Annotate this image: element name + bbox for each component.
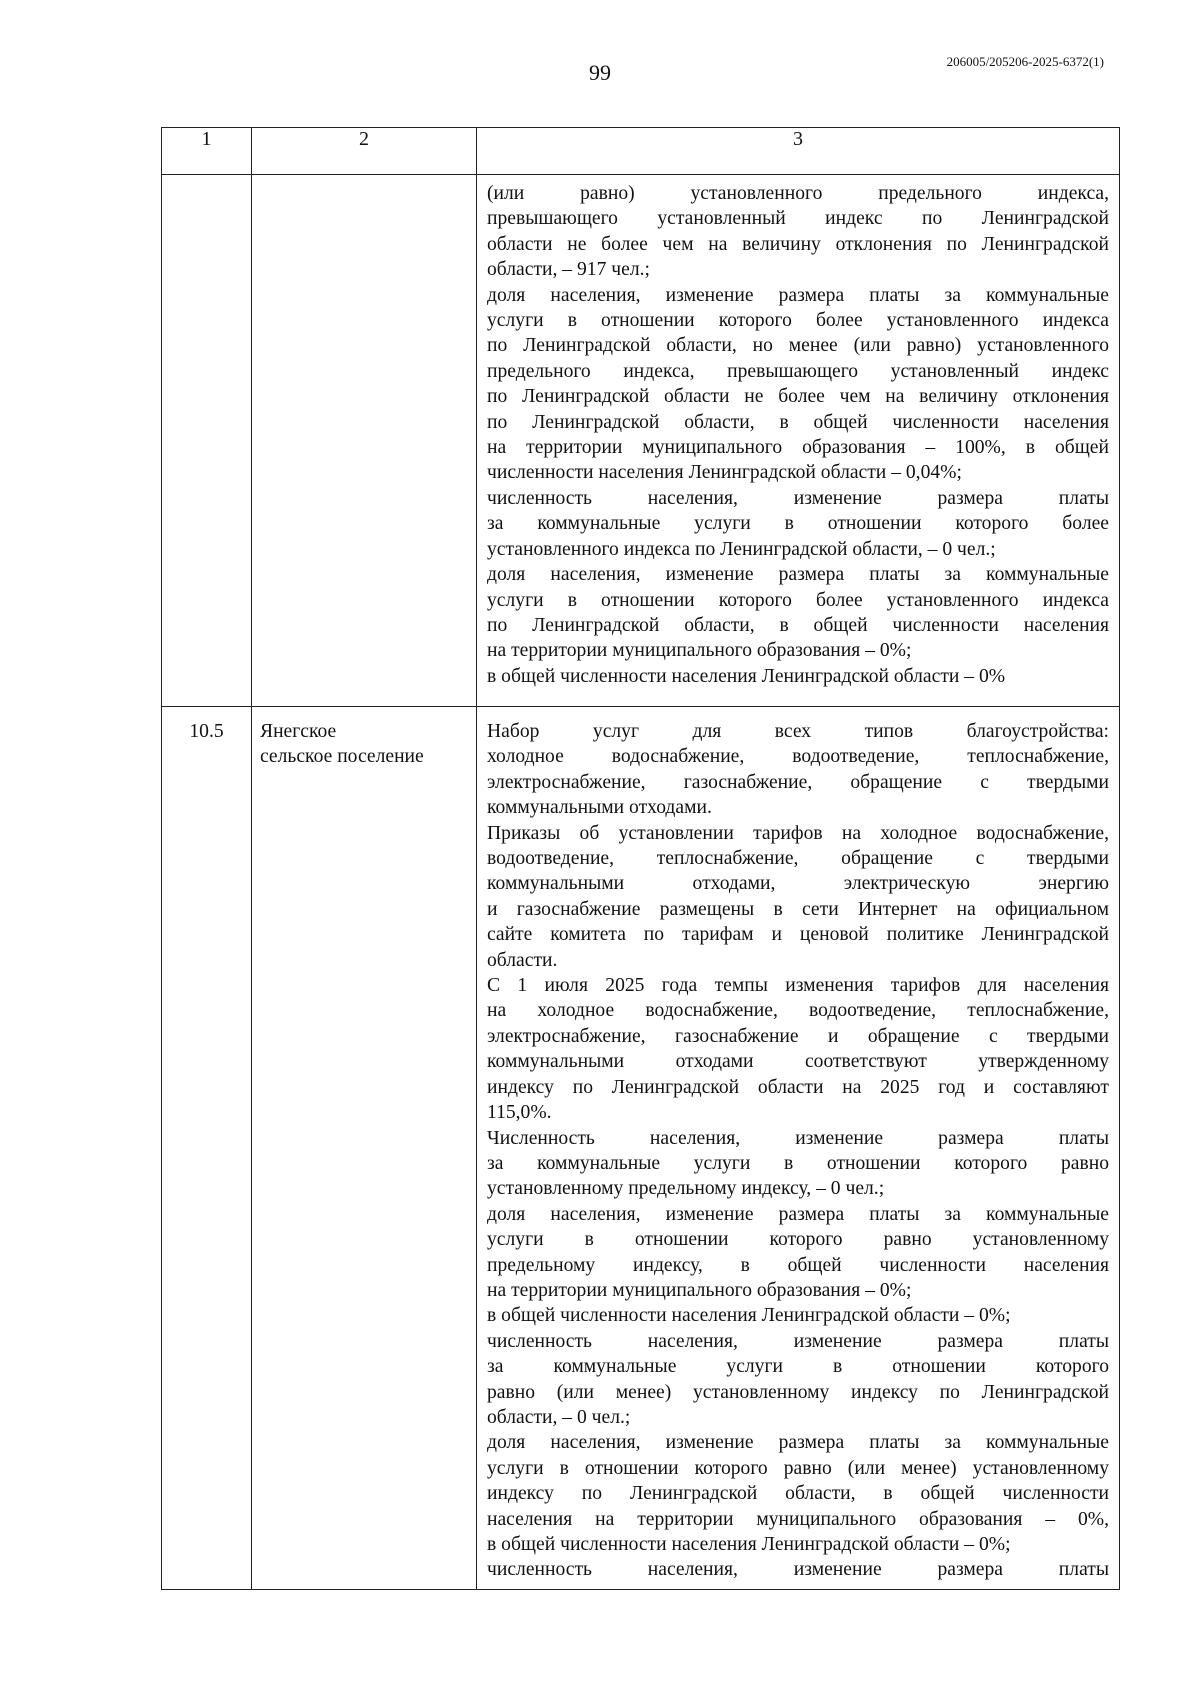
text-line: численность населения, изменение размера платы: [487, 487, 1109, 509]
text-line: на территории муниципального образования – 0%;: [487, 640, 912, 662]
settlement-name-cell: [252, 707, 477, 1590]
header-col-3: 3: [477, 128, 1120, 175]
text-line: установленного индекса по Ленинградской области, – 0 чел.;: [487, 538, 996, 560]
text-line: Приказы об установлении тарифов на холодное водоснабжение,: [487, 822, 1109, 844]
text-line: индексу по Ленинградской области на 2025 год и составляют: [487, 1076, 1109, 1098]
text-line: холодное водоснабжение, водоотведение, теплоснабжение,: [487, 746, 1109, 768]
text-line: за коммунальные услуги в отношении которого: [487, 1356, 1109, 1378]
page-number: 99: [589, 60, 611, 85]
text-line: индексу по Ленинградской области, в общей численности: [487, 1483, 1109, 1505]
text-line: Набор услуг для всех типов благоустройства:: [487, 721, 1109, 742]
text-line: по Ленинградской области, но менее (или равно) установленного: [487, 335, 1109, 357]
text-line: области, – 917 чел.;: [487, 259, 650, 281]
text-line: в общей численности населения Ленинградской области – 0%;: [487, 1534, 1011, 1555]
text-line: С 1 июля 2025 года темпы изменения тарифов для населения: [487, 975, 1109, 997]
settlement-name-line: Янегское: [260, 721, 337, 742]
row-number-cell: 10.5: [162, 707, 252, 1590]
text-line: коммунальными отходами, электрическую энергию: [487, 873, 1109, 895]
text-line: по Ленинградской области, в общей численности населения: [487, 411, 1109, 433]
table-row: [162, 175, 1120, 707]
header-col-2: 2: [252, 128, 477, 175]
text-line: услуги в отношении которого более установленного индекса: [487, 310, 1109, 332]
text-line: в общей численности населения Ленинградской области – 0%;: [487, 1305, 1011, 1327]
text-line: предельному индексу, в общей численности населения: [487, 1254, 1109, 1276]
text-line: доля населения, изменение размера платы за коммунальные: [487, 1432, 1109, 1454]
text-line: области.: [487, 949, 558, 971]
text-line: области не более чем на величину отклонения по Ленинградской: [487, 233, 1109, 255]
text-line: услуги в отношении которого более установленного индекса: [487, 589, 1109, 611]
text-line: превышающего установленный индекс по Ленинградской: [487, 208, 1109, 230]
text-line: коммунальными отходами.: [487, 797, 712, 819]
text-line: за коммунальные услуги в отношении которого равно: [487, 1152, 1109, 1174]
text-line: электроснабжение, газоснабжение, обращение с твердыми: [487, 771, 1109, 793]
text-line: на холодное водоснабжение, водоотведение, теплоснабжение,: [487, 1000, 1109, 1022]
text-line: на территории муниципального образования – 0%;: [487, 1279, 912, 1301]
text-line: населения на территории муниципального образования – 0%,: [487, 1508, 1109, 1530]
text-line: (или равно) установленного предельного индекса,: [487, 183, 1109, 204]
text-line: доля населения, изменение размера платы за коммунальные: [487, 564, 1109, 586]
row-number-cell: [162, 175, 252, 707]
text-line: предельного индекса, превышающего установленный индекс: [487, 360, 1109, 382]
text-line: доля населения, изменение размера платы за коммунальные: [487, 284, 1109, 306]
text-line: численность населения, изменение размера платы: [487, 1559, 1109, 1581]
text-line: в общей численности населения Ленинградской области – 0%: [487, 665, 1006, 687]
text-line: доля населения, изменение размера платы за коммунальные: [487, 1203, 1109, 1225]
description-cell: [477, 707, 1120, 1590]
text-line: и газоснабжение размещены в сети Интернет на официальном: [487, 898, 1109, 920]
text-line: 115,0%.: [487, 1102, 552, 1124]
document-code: 206005/205206-2025-6372(1): [946, 54, 1104, 69]
data-table: [161, 127, 1120, 1590]
text-line: водоотведение, теплоснабжение, обращение с твердыми: [487, 848, 1109, 870]
settlement-name-line: сельское поселение: [260, 746, 424, 768]
header-col-1: 1: [162, 128, 252, 175]
settlement-name-cell: [252, 175, 477, 707]
table-row: [162, 707, 1120, 1590]
text-line: за коммунальные услуги в отношении которого более: [487, 513, 1109, 535]
text-line: сайте комитета по тарифам и ценовой политике Ленинградской: [487, 924, 1109, 946]
description-cell: [477, 175, 1120, 707]
text-line: электроснабжение, газоснабжение и обращение с твердыми: [487, 1025, 1109, 1047]
text-line: по Ленинградской области, в общей численности населения: [487, 614, 1109, 636]
text-line: численности населения Ленинградской области – 0,04%;: [487, 462, 962, 484]
text-line: услуги в отношении которого равно установленному: [487, 1229, 1109, 1251]
text-line: равно (или менее) установленному индексу по Ленинградской: [487, 1381, 1109, 1403]
text-line: области, – 0 чел.;: [487, 1406, 631, 1428]
table-header-row: [162, 128, 1120, 175]
text-line: услуги в отношении которого равно (или менее) установленному: [487, 1457, 1109, 1479]
text-line: численность населения, изменение размера платы: [487, 1330, 1109, 1352]
text-line: установленному предельному индексу, – 0 чел.;: [487, 1178, 885, 1200]
text-line: по Ленинградской области не более чем на величину отклонения: [487, 386, 1109, 408]
text-line: Численность населения, изменение размера платы: [487, 1127, 1109, 1149]
text-line: коммунальными отходами соответствуют утвержденному: [487, 1051, 1109, 1073]
text-line: на территории муниципального образования – 100%, в общей: [487, 437, 1109, 459]
